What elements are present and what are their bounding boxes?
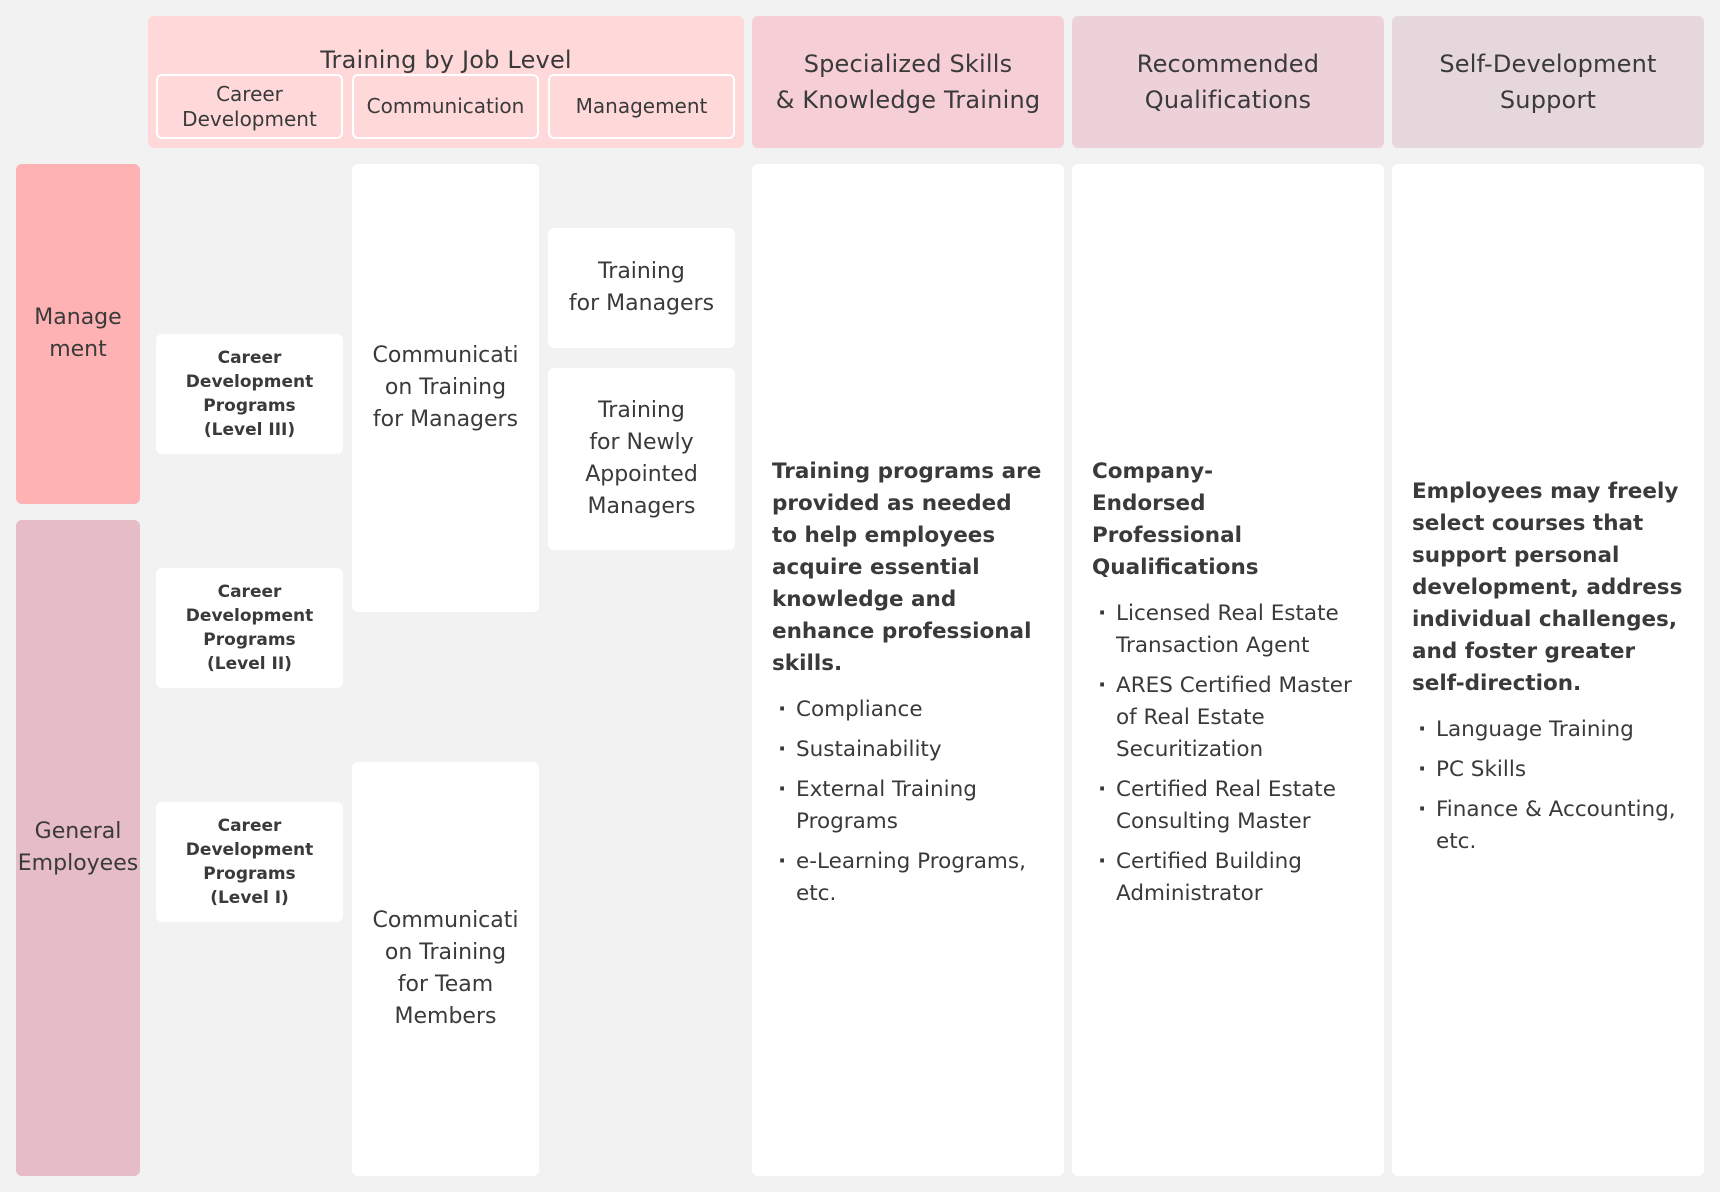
list-item: · PC Skills — [1412, 754, 1684, 786]
qualifications-list — [1092, 598, 1364, 910]
specialized-skills-panel — [752, 164, 1064, 1176]
sub-header-career-development: Career Development — [156, 74, 343, 139]
list-item: · Finance & Accounting, etc. — [1412, 794, 1684, 858]
list-item: · Language Training — [1412, 714, 1684, 746]
communication-training-managers: Communicati on Training for Managers — [352, 164, 539, 612]
list-item: · Sustainability — [772, 734, 1044, 766]
qualifications-header: Recommended Qualifications — [1072, 16, 1384, 148]
communication-training-team-members: Communicati on Training for Team Members — [352, 762, 539, 1176]
list-item: · e-Learning Programs, etc. — [772, 846, 1044, 910]
self-development-header: Self-Development Support — [1392, 16, 1704, 148]
sub-header-communication: Communication — [352, 74, 539, 139]
career-development-level-2: Career Development Programs (Level II) — [156, 568, 343, 688]
training-for-newly-appointed-managers: Training for Newly Appointed Managers — [548, 368, 735, 550]
qualifications-description: Company-Endorsed Professional Qualifications — [1092, 459, 1259, 580]
list-item: · External Training Programs — [772, 774, 1044, 838]
career-development-level-1: Career Development Programs (Level I) — [156, 802, 343, 922]
list-item: · Certified Building Administrator — [1092, 846, 1364, 910]
self-development-list — [1412, 714, 1684, 858]
list-item: · Compliance — [772, 694, 1044, 726]
list-item: · Certified Real Estate Consulting Master — [1092, 774, 1364, 838]
specialized-skills-description: Training programs are provided as needed to help employees acquire essential knowledge and enhance professional skills. — [772, 459, 1042, 676]
self-development-description: Employees may freely select courses that support personal development, address individual challenges, and foster greater self-direction. — [1412, 479, 1683, 696]
career-development-level-3: Career Development Programs (Level III) — [156, 334, 343, 454]
row-label-management: Manage ment — [16, 164, 140, 504]
training-for-managers: Training for Managers — [548, 228, 735, 348]
job-level-header — [148, 16, 744, 148]
specialized-header: Specialized Skills & Knowledge Training — [752, 16, 1064, 148]
qualifications-panel — [1072, 164, 1384, 1176]
self-development-panel — [1392, 164, 1704, 1176]
list-item: · ARES Certified Master of Real Estate Securitization — [1092, 670, 1364, 766]
specialized-skills-list — [772, 694, 1044, 910]
job-level-title: Training by Job Level — [320, 46, 572, 74]
row-label-general-employees: General Employees — [16, 520, 140, 1176]
list-item: · Licensed Real Estate Transaction Agent — [1092, 598, 1364, 662]
sub-header-management: Management — [548, 74, 735, 139]
